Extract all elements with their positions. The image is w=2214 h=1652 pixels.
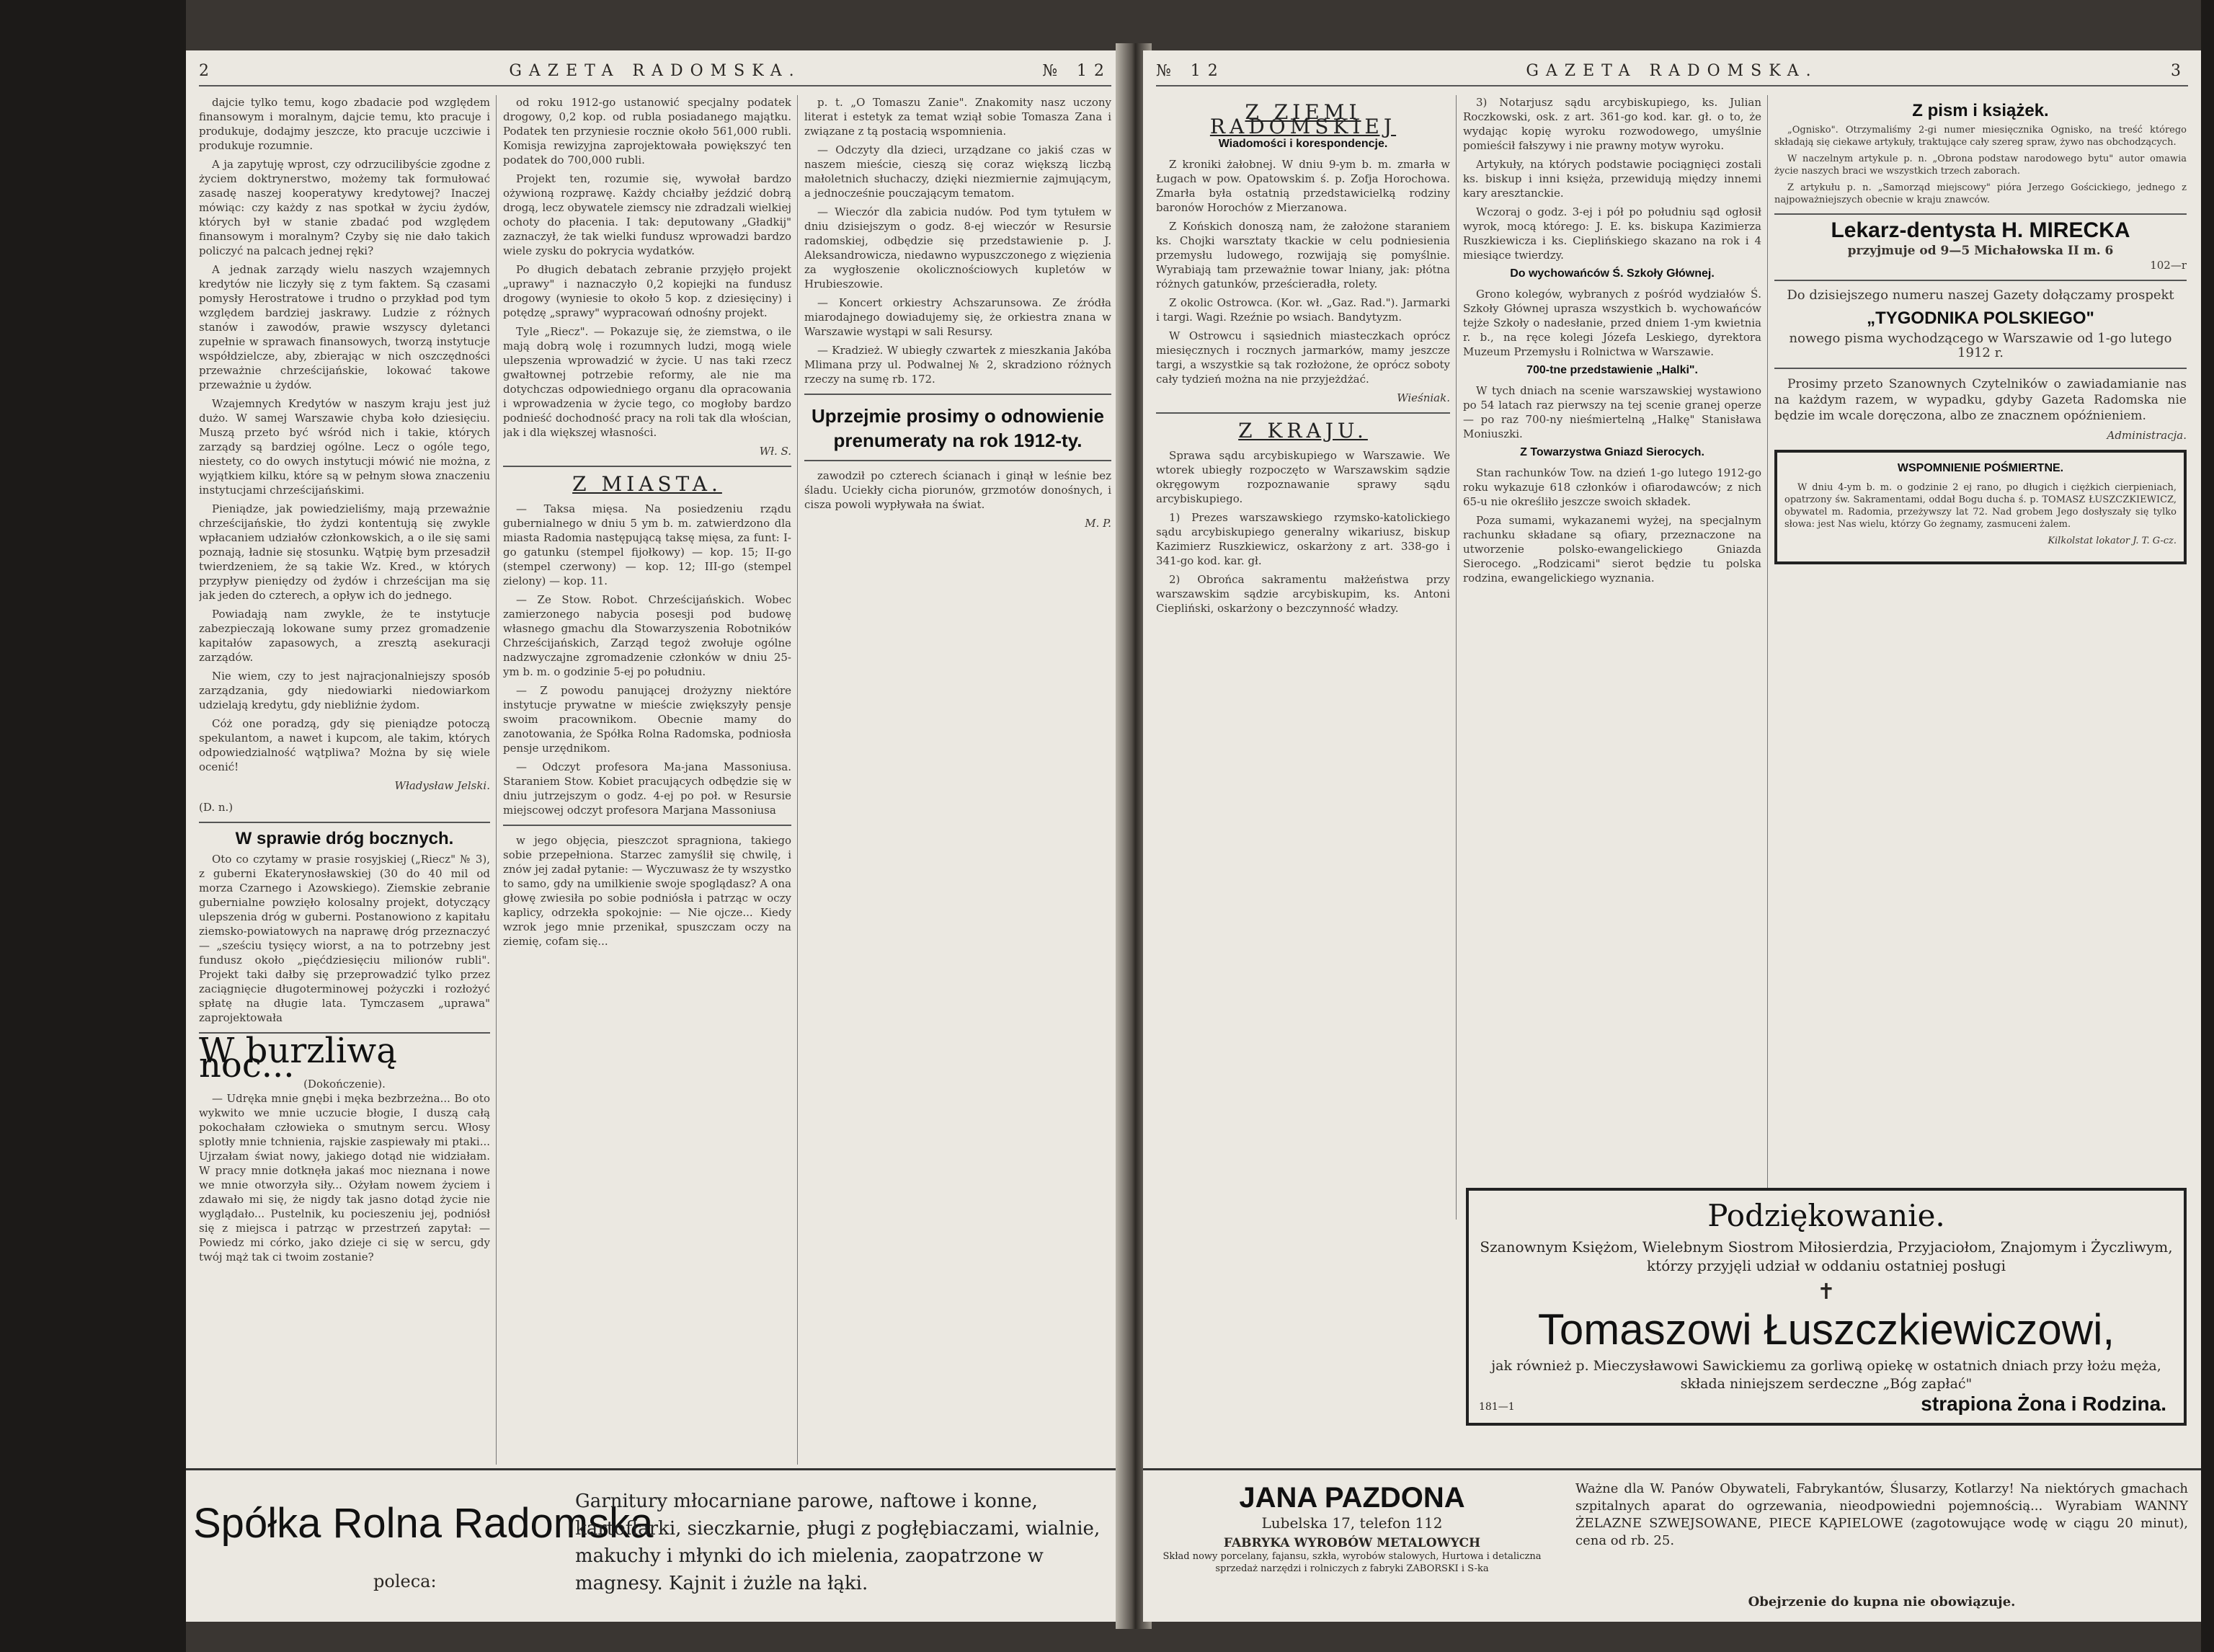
press-item: W naczelnym artykule p. n. „Obrona podstaw narodowego bytu" autor omawia życie naszych braci we wszystkich trzech zaborach. [1774, 154, 2187, 177]
country-item: W tych dniach na scenie warszawskiej wystawiono po 54 latach raz pierwszy na tej scenie granej operze — po raz 700-ny nieśmiertelną „Halkę" Stanisława Moniuszki. [1463, 384, 1761, 440]
dentist-hours: przyjmuje od 9—5 Michałowska II m. 6 [1847, 244, 2114, 258]
ad-pazdona-text: Ważne dla W. Panów Obywateli, Fabrykantów, Ślusarzy, Kotlarzy! Na niektórych gmachach szpitalnych aparat do ogrzewania, nieodpowiedni pojemnością... Wyrabiam WANNY ŻELAZNE SZWEJSOWANE, PIECE KĄPIELOWE (zagotowujące wodę w ciągu 20 minut), cena od rb. 25. [1575, 1481, 2188, 1548]
page-number-left: 2 [199, 62, 216, 80]
dentist-ref: 102—r [2150, 259, 2187, 272]
thanks-heading: Podziękowanie. [1707, 1198, 1945, 1233]
obituary-text: W dniu 4-ym b. m. o godzinie 2 ej rano, po długich i ciężkich cierpieniach, opatrzony św. Sakramentami, oddał Bogu ducha ś. p. TOMASZ ŁUSZCZKIEWICZ, obywatel m. Radomia, przeżywszy lat 72. Nad grobem Jego dosłyszały się tylko słowa: jest Nas wielu, którzy Go żegnamy, zasmuceni żalem. [1784, 482, 2177, 530]
ad-pazdona-small: Skład nowy porcelany, fajansu, szkła, wyrobów stalowych, Hurtowa i detaliczna sprzedaż narzędzi i rolniczych z fabryki ZABORSKI i S-ka [1162, 1551, 1542, 1574]
press-item: „Ognisko". Otrzymaliśmy 2-gi numer miesięcznika Ognisko, na treść którego składają się ciekawe artykuły, traktujące cały szereg spraw, żywo nas obchodzących. [1774, 125, 2187, 148]
press-item: Z artykułu p. n. „Samorząd miejscowy" pióra Jerzego Gościckiego, jednego z najpoważniejszych obecnie w kraju znawców. [1774, 182, 2187, 205]
press-heading: Z pism i książek. [1912, 101, 2049, 120]
prospect-title: „TYGODNIKA POLSKIEGO" [1867, 308, 2094, 328]
divider [1774, 213, 2187, 215]
article-paragraph: Oto co czytamy w prasie rosyjskiej („Riecz" № 3), z guberni Ekaterynosławskiej (30 do 40 mil od morza Czarnego i Azowskiego). Ziemskie zebranie gubernialne powzięło kolosalny projekt, dotyczący ulepszenia dróg w guberni. Postanowiono z kapitału ziemsko-powiatowych na naprawę dróg przeznaczyć — „sześciu tysięcy wiorst, a na to potrzebny jest fundusz około „pięćdziesięciu milionów rubli". Projekt taki dałby się przeprowadzić tylko przez zaciągnięcie długoterminowej pożyczki i rozłożyć spłatę na długie lata. Tymczasem „uprawa" zaprojektowała [199, 853, 490, 1024]
paper-name-left: GAZETA RADOMSKA. [509, 62, 801, 80]
city-item: p. t. „O Tomaszu Zanie". Znakomity nasz uczony literat i estetyk za temat wziął sobie Tomasza Zana i związane z tą postacią wspomnienia. [804, 96, 1111, 138]
country-item: Sprawa sądu arcybiskupiego w Warszawie. We wtorek ubiegły rozpoczęto w Warszawskim sądzie okręgowym rozpoznawanie sprawy sądu arcybiskupiego. [1156, 449, 1450, 505]
right-column-3 [1774, 95, 2187, 1220]
country-item: Artykuły, na których podstawie pociągnięci zostali ks. biskup i inni księża, przewidują między innemi kary aresztanckie. [1463, 158, 1761, 200]
country-item: 1) Prezes warszawskiego rzymsko-katolickiego sądu arcybiskupiego generalny wikariusz, biskup Kazimierz Ruszkiewicz, oskarżony z art. 338-go i 341-go kod. kar. gł. [1156, 511, 1450, 567]
article-signature: Władysław Jelski. [394, 779, 490, 792]
prospect-note: nowego pisma wychodzącego w Warszawie od 1-go lutego 1912 r. [1789, 331, 2172, 360]
article-paragraph: Powiadają nam zwykle, że te instytucje zabezpieczają lokowane sumy przez gromadzenie kapitałów zapasowych, a zresztą asekuracji zarządów. [199, 608, 490, 664]
thanks-signature: strapiona Żona i Rodzina. [1921, 1393, 2166, 1415]
roads-heading: W sprawie dróg bocznych. [235, 829, 454, 848]
cross-icon: ✝ [1817, 1279, 1836, 1305]
country-heading: Z KRAJU. [1238, 419, 1368, 443]
article-paragraph: Po długich debatach zebranie przyjęło projekt „uprawy" i naznaczyło 0,2 kopiejki na fundusz drogowy (wyniesie to około 5 kop. z dziesięciny) i potędzę „sprawy" wypracowań odnośny projekt. [503, 263, 791, 319]
ad-pazdona [1143, 1468, 2201, 1622]
country-item: 3) Notarjusz sądu arcybiskupiego, ks. Julian Roczkowski, osk. z art. 361-go kod. kar. gł. o to, że wydając kopię wyroku rozwodowego, umyślnie pomieścił fałszywy i nie prawny motyw wyroku. [1463, 96, 1761, 152]
country-item: Stan rachunków Tow. na dzień 1-go lutego 1912-go roku wykazuje 618 członków i ofiarodawców; z nich 65-u nie określiło jeszcze swoich składek. [1463, 466, 1761, 508]
masthead-left [199, 59, 1111, 86]
ad-title: Spółka Rolna Radomska [193, 1500, 654, 1547]
country-item: Grono kolegów, wybranych z pośród wydziałów Ś. Szkoły Głównej uprasza wszystkich b. wychowańców tejże Szkoły o nadesłanie, przed dniem 1-ym kwietnia r. b., na ręce kolegi Józefa Leskiego, dyrektora Muzeum Przemysłu i Rolnictwa w Warszawie. [1463, 288, 1761, 358]
column-rule [496, 95, 497, 1465]
left-column-1 [199, 95, 490, 1465]
admin-notice: Prosimy przeto Szanownych Czytelników o zawiadamianie nas na każdym razem, w wypadku, gdyby Gazeta Radomska nie będzie im wcale doręczona, albo ze znacznem opóźnieniem. [1774, 377, 2187, 423]
obituary-heading: WSPOMNIENIE POŚMIERTNE. [1897, 462, 2064, 474]
novel-heading: W burzliwą noc... [199, 1031, 397, 1085]
divider [1774, 368, 2187, 369]
novel-note: (Dokończenie). [303, 1078, 386, 1091]
country-item: Wczoraj o godz. 3-ej i pół po południu sąd ogłosił wyrok, mocą którego: J. E. ks. biskupa Kazimierza Ruszkiewicza i ks. Cieplińskiego skazano na rok i 4 miesiące twierdzy. [1463, 205, 1761, 262]
issue-number-right: № 12 [1156, 62, 1225, 80]
obituary-signature: Kilkolstat lokator J. T. G-cz. [2048, 536, 2177, 546]
article-paragraph: od roku 1912-go ustanowić specjalny podatek drogowy, 0,2 kop. od rubla posiadanego majątku. Podatek ten przyniesie rocznie około 561,000 rubli. Komisja rewizyjna zaprojektowała powiększyć ten podatek do 700,000 rubli. [503, 96, 791, 166]
city-item: — Odczyt profesora Ma-jana Massoniusa. Staraniem Stow. Kobiet pracujących odbędzie się w dniu jutrzejszym o godz. 4-ej po poł. w Resursie miejscowej odczyt profesora Marjana Massoniusa [503, 760, 791, 817]
thanks-body: jak również p. Mieczysławowi Sawickiemu za gorliwą opiekę w ostatnich dniach przy łożu męża, składa niniejszem serdeczne „Bóg zapłać" [1491, 1358, 2161, 1392]
page-number-right: 3 [2171, 62, 2188, 80]
divider [199, 822, 490, 823]
divider [804, 394, 1111, 395]
continued-note: (D. n.) [199, 801, 234, 814]
thanks-ref: 181—1 [1479, 1401, 1515, 1413]
left-column-3 [804, 95, 1111, 1465]
region-item: Z kroniki żałobnej. W dniu 9-ym b. m. zmarła w Ługach w pow. Opatowskim ś. p. Zofja Horochowa. Zmarła była ostatnią przedstawicielką rodziny baronów Horochów z Mierzanowa. [1156, 158, 1450, 214]
prospect-intro: Do dzisiejszego numeru naszej Gazety dołączamy prospekt [1787, 288, 2174, 303]
article-paragraph: Projekt ten, rozumie się, wywołał bardzo ożywioną rozprawę. Każdy chciałby jeździć dobrą drogą, lecz obywatele ziemscy nie zdradzali wielkiej ochoty do płacenia. I tak: deputowany „Gładkij" zaznaczył, że tak wielki fundusz wprowadzi bardzo wiele zysku do pokrycia wydatków. [503, 172, 791, 257]
city-item: — Koncert orkiestry Achszarunsowa. Ze źródła miarodajnego dowiadujemy się, że orkiestra znana w Warszawie wystąpi w sali Resursy. [804, 296, 1111, 338]
thanks-name: Tomaszowi Łuszczkiewiczowi, [1537, 1305, 2115, 1354]
city-item: — Kradzież. W ubiegły czwartek z mieszkania Jakóba Mlimana przy ul. Podwalnej № 2, skradziono różnych rzeczy na sumę rb. 172. [804, 344, 1111, 386]
dentist-heading: Lekarz-dentysta H. MIRECKA [1831, 218, 2130, 242]
ad-spolka-rolna [186, 1468, 1124, 1622]
thanks-intro: Szanownym Księżom, Wielebnym Siostrom Miłosierdzia, Przyjaciołom, Znajomym i Życzliwym, którzy przyjęli udział w oddaniu ostatniej posługi [1480, 1238, 2173, 1274]
divider [503, 466, 791, 467]
region-subheading: Wiadomości i korespondencje. [1218, 138, 1388, 150]
left-column-2 [503, 95, 791, 1465]
ad-pazdona-block [1157, 1482, 1547, 1575]
country-item: Poza sumami, wykazanemi wyżej, na specjalnym rachunku składane są ofiary, przeznaczone na utworzenie polsko-ewangelickiego Gniazda Sierocego. „Rodzicami" sierot będzie tu polska rodzina, ewangelickiego wyznania. [1463, 514, 1761, 585]
city-item: — Taksa mięsa. Na posiedzeniu rządu gubernialnego w dniu 5 ym b. m. zatwierdzono dla miasta Radomia następującą taksę mięsa, za funt: I-go gatunku (stempel fijołkowy) — kop. 15; II-go (stempel czerwony) — kop. 12; III-go (stempel zielony) — kop. 11. [503, 502, 791, 587]
column-rule [797, 95, 798, 1465]
city-item: — Ze Stow. Robot. Chrześcijańskich. Wobec zamierzonego nabycia posesji pod budowę własnego gmachu dla Stowarzyszenia Robotników Chrześcijańskich, Zarząd tegoż zwołuje ogólne nadzwyczajne zgromadzenie członków w dniu 25-ym b. m. o godzinie 5-ej po południu. [503, 593, 791, 678]
paper-name-right: GAZETA RADOMSKA. [1526, 62, 1818, 80]
left-page [186, 50, 1124, 1622]
thanks-box [1466, 1188, 2187, 1426]
ad-pazdona-note: Obejrzenie do kupna nie obowiązuje. [1748, 1594, 2016, 1609]
divider [804, 460, 1111, 461]
ad-text: Garnitury młocarniane parowe, naftowe i konne, kartoflarki, sieczkarnie, pługi z pogłębiaczami, wialnie, makuchy i młynki do ich mielenia, zaopatrzone w magnesy. Kajnit i żużle na łąki. [575, 1491, 1101, 1594]
article-paragraph: Cóż one poradzą, gdy się pieniądze potoczą spekulantom, a nawet i kupcom, ale takim, których odpowiedzialność wątpliwa? Można by się wiele ocenić! [199, 717, 490, 773]
article-paragraph: Tyle „Riecz". — Pokazuje się, że ziemstwa, o ile mają dobrą wolę i rozumnych ludzi, mogą wiele ulepszenia wprowadzić w życie. U nas taki rzecz gwałtownej potrzebie reformy, ale nie ma dotychczas odpowiedniego organu dla opracowania i wprowadzenia w życie tego, co mogłoby bardzo podnieść dochodność pracy na roli tak dla włościan, jak i dla większej własności. [503, 325, 791, 439]
article-paragraph: Pieniądze, jak powiedzieliśmy, mają przeważnie chrześcijańskie, tło żydzi kontentują się zwykle wpłacaniem udziałów członkowskich, a o ile się sami poznają, ładnie się stosunku. Wątpię bym przesadził twierdzeniem, że są takie Wz. Kred., w których przypływ pieniędzy od żydów i chrześcijan ma się jak jeden do czterech, a opływ ich do jednego. [199, 502, 490, 602]
region-item: Z okolic Ostrowca. (Kor. wł. „Gaz. Rad."). Jarmarki i targi. Wagi. Rzeźnie po wsiach. Bandytyzm. [1156, 296, 1450, 324]
article-paragraph: dajcie tylko temu, kogo zbadacie pod względem finansowym i moralnym, dajcie temu, kto pracuje i produkuje, dodajmy jeszcze, kto pracuje uczciwie i produkuje rozumnie. [199, 96, 490, 152]
schools-heading: Do wychowańców Ś. Szkoły Głównej. [1510, 267, 1715, 280]
right-column-1 [1156, 95, 1450, 1220]
obituary-box [1774, 450, 2187, 564]
region-item: W Ostrowcu i sąsiednich miasteczkach oprócz miesięcznych i rocznych jarmarków, mamy jeszcze targi, a wszystkie są tak rozłożone, że oprócz soboty cały tydzień można na nie przyjeżdżać. [1156, 329, 1450, 386]
column-rule [1767, 95, 1768, 1220]
novel-paragraph: — Udręka mnie gnębi i męka bezbrzeżna... Bo oto wykwito we mnie uczucie błogie, I duszą całą pokochałam człowieka o smutnym sercu. Włosy splotły mnie tchnienia, rajskie zaspiewały mi ptaki... Ujrzałam świat nowy, jakiego dotąd nie widziałam. W pracy mnie dotknęła jakaś moc nieznana i nowe we mnie otworzyła siły... Ożyłam nowem życiem i zdawało mi się, że nigdy tak jasno dotąd życie nie wyglądało... Pustelnik, ku pocieszeniu jej, podniósł się z miejsca i patrząc w przestrzeń zapytał: — Powiedz mi córko, jako dzieje ci się w sercu, gdy twój mąż tak ci twoim zostanie? [199, 1092, 490, 1264]
column-rule [1456, 95, 1457, 1220]
halka-heading: 700-tne przedstawienie „Halki". [1526, 364, 1698, 376]
city-item: — Wieczór dla zabicia nudów. Pod tym tytułem w dniu dzisiejszym o godz. 8-ej wieczór w Resursie radomskiej, odbędzie się przedstawienie p. J. Aleksandrowicza, niedawno wypuszczonego z więzienia za wygłoszenie okolicznościowych kupletów w Hrubieszowie. [804, 205, 1111, 290]
right-scan-edge [2201, 0, 2214, 1652]
article-paragraph: Wzajemnych Kredytów w naszym kraju jest już dużo. W samej Warszawie chyba koło dziesięciu. Muszą przeto być wśród nich i takie, których zarządy są bardziej ogólne. Lecz o ogóle tego, niestety, co do owych instytucji mówić nie można, z wyjątkiem kilku, które są w pełnym słowa znaczeniu instytucjami chrześcijańskimi. [199, 397, 490, 497]
city-item: — Z powodu panującej drożyzny niektóre instytucje prywatne w mieście zwiększyły pensje swoim pracownikom. Obecnie mamy do zanotowania, że Spółka Rolna Radomska, podniosła pensje urzędnikom. [503, 684, 791, 755]
novel-signature: M. P. [1085, 517, 1111, 530]
admin-signature: Administracja. [2107, 429, 2187, 442]
nests-heading: Z Towarzystwa Gniazd Sierocych. [1520, 446, 1704, 458]
right-page [1143, 50, 2201, 1622]
article-paragraph: Nie wiem, czy to jest najracjonalniejszy sposób zarządzania, gdy niedowiarki niedowiarkom udzielają kredytu, gdy niebliźnie żydom. [199, 670, 490, 711]
article-signature: Wł. S. [759, 445, 791, 458]
novel-paragraph: zawodził po czterech ścianach i ginął w leśnie bez śladu. Uciekły cicha piorunów, grzmotów donośnych, i cisza powoli wypływała na świat. [804, 469, 1111, 511]
article-paragraph: A jednak zarządy wielu naszych wzajemnych kredytów nie liczyły się z tym faktem. Są czasami pomysły Herostratowe i trudno o przykład pod tym względem bardziej jaskrawy. Ludzie z różnych stanów i zawodów, prawie wszyscy dyletanci zupełnie w sprawach finansowych, tworzą instytucje współdzielcze, aby, zbierając w nich oszczędności przeważnie chrześcijańskie, lokować takowe przeważnie u żydów. [199, 263, 490, 391]
novel-paragraph: w jego objęcia, pieszczot spragniona, takiego sobie przepełniona. Starzec zamyślił się chwilę, i znów jej zadał pytanie: — Wyczuwasz że ty wszystko to samo, gdy na umilkienie swoje spoglądasz? A ona głowę zwiesiła po sobie podniósła i patrząc w oczy kaplicy, odrzekła spokojnie: — Nie ojcze... Kiedy wzrok jego mnie przenikał, spuszczam oczy na ziemię, cofam się... [503, 834, 791, 948]
subscription-notice: Uprzejmie prosimy o odnowienie prenumeraty na rok 1912-ty. [812, 405, 1104, 451]
divider [1774, 280, 2187, 281]
country-item: 2) Obrońca sakramentu małżeństwa przy warszawskim sądzie arcybiskupim, ks. Antoni Ciepliński, oskarżony o bezczynność władzy. [1156, 573, 1450, 615]
ad-pazdona-address: Lubelska 17, telefon 112 [1261, 1514, 1443, 1532]
article-paragraph: A ja zapytuję wprost, czy odrzucilibyście zgodne z życiem doktrynerstwo, możemy tak formułować zasadę naszej kooperatywy kredytowej? Inaczej mówiąc: czy każdy z nas spotkał w życiu żydów, których był w stanie zbadać pod względem finansowym i moralnym? Czyby się nie dało takich policzyć na palcach jednej ręki? [199, 158, 490, 257]
ad-subtitle: poleca: [373, 1571, 437, 1591]
ad-pazdona-firm: FABRYKA WYROBÓW METALOWYCH [1223, 1536, 1481, 1550]
region-item: Z Końskich donoszą nam, że założone staraniem ks. Chojki warsztaty tkackie w celu podniesienia przemysłu ludowego, rozwijają się pomyślnie. Wyrabiają tam przeważnie towar lniany, jak: płótna różnych gatunków, prześcieradła, rolety. [1156, 220, 1450, 290]
divider [503, 825, 791, 826]
right-column-2 [1463, 95, 1761, 1220]
masthead-right [1156, 59, 2188, 86]
ad-pazdona-title: JANA PAZDONA [1239, 1482, 1465, 1514]
city-item: — Odczyty dla dzieci, urządzane co jakiś czas w naszem mieście, cieszą się coraz większą liczbą małoletnich słuchaczy, dzięki niezmiernie zajmującym, a jednocześnie pouczającym tematom. [804, 143, 1111, 200]
city-heading: Z MIASTA. [572, 472, 722, 496]
issue-number-left: № 12 [1042, 62, 1111, 80]
region-heading: Z ZIEMI RADOMSKIEJ [1209, 100, 1397, 138]
left-scan-edge [0, 0, 186, 1652]
divider [1156, 412, 1450, 414]
region-signature: Wieśniak. [1397, 391, 1450, 404]
